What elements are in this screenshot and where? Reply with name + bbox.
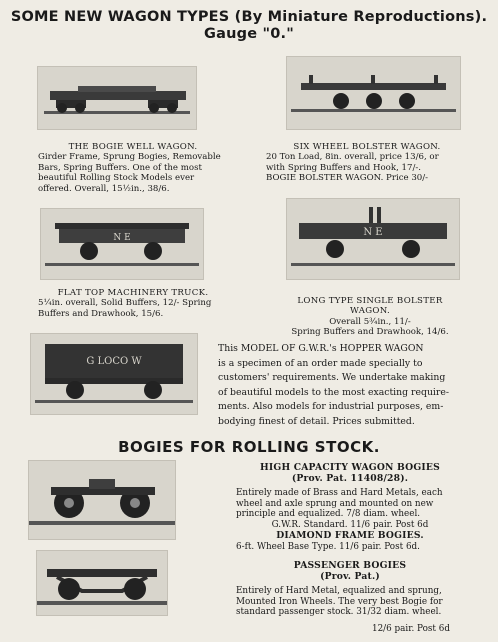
bogie-title: PASSENGER BOGIES [293,560,407,571]
bogie-line: Entirely made of Brass and Hard Metals, each [236,488,443,498]
wagon-lettering: N E [363,227,383,238]
bogie-subtitle: (Prov. Pat. 11408/28). [291,473,409,484]
title-line-2: Gauge "0." [204,26,294,42]
caption-line: Spring Buffers and Drawhook, 14/6. [291,327,449,338]
bogie-line: 6-ft. Wheel Base Type. 11/6 pair. Post 6d. [236,542,420,552]
caption-title: FLAT TOP MACHINERY TRUCK. [57,288,209,298]
six-wheel-bolster-caption [266,142,468,184]
caption-line: Overall 5¾in., 11/- [329,316,411,327]
title-line-1: SOME NEW WAGON TYPES (By Miniature Reproductions). [10,9,488,25]
bogie-line: wheel and axle sprung and mounted on new [236,498,434,509]
wagon-lettering: N E [113,233,131,243]
caption-line: offered. Overall, 15½in., 38/6. [38,183,170,194]
bogie-line: standard passenger stock. 31/32 diam. wheel. [236,607,442,618]
page-title [0,9,498,43]
caption-line: BOGIE BOLSTER WAGON. Price 30/- [266,173,429,184]
paragraph-line: customers' requirements. We undertake making [218,372,446,384]
bogies-heading: BOGIES FOR ROLLING STOCK. [118,438,380,456]
caption-line: Buffers and Drawhook, 15/6. [38,308,164,319]
flat-top-truck-photo [40,208,204,280]
bogie-line: Entirely of Hard Metal, equalized and sprung, [236,586,442,596]
caption-line: Girder Frame, Sprung Bogies, Removable [38,152,221,163]
paragraph-line: bodying finest of detail. Prices submitted. [218,415,415,427]
long-single-bolster-caption [270,296,470,338]
bogie-line: 12/6 pair. Post 6d [371,623,450,634]
caption-title-2: WAGON. [349,306,391,317]
flat-top-truck-caption [38,288,228,319]
caption-title: SIX WHEEL BOLSTER WAGON. [293,142,441,152]
bogie-subtitle: (Prov. Pat.) [320,571,380,582]
caption-line: 5¼in. overall, Solid Buffers, 12/- Spring [38,298,212,309]
paragraph-line: This MODEL OF G.W.R.'s HOPPER WAGON [218,343,424,354]
bogie-line: principle and equalized. 7/8 diam. wheel. [236,509,421,520]
passenger-bogies-block [236,560,464,634]
diamond-frame-bogie-photo [36,550,168,616]
hopper-wagon-photo [30,333,198,415]
bogie-line: Mounted Iron Wheels. The very best Bogie for [236,596,443,607]
bogie-well-wagon-caption [38,142,228,194]
caption-title: THE BOGIE WELL WAGON. [68,142,198,152]
caption-line: with Spring Buffers and Hook, 17/-. [266,162,421,173]
bogie-title: HIGH CAPACITY WAGON BOGIES [260,462,440,473]
caption-line: beautiful Rolling Stock Models ever [38,173,195,184]
hopper-wagon-description [218,342,462,430]
caption-line: 20 Ton Load, 8in. overall, price 13/6, or [266,152,439,163]
caption-line: Bars, Spring Buffers. One of the most [38,162,202,173]
bogie-well-wagon-photo [37,66,197,130]
bogie-title: DIAMOND FRAME BOGIES. [276,530,424,541]
paragraph-line: ments. Also models for industrial purposes, em- [218,401,444,413]
six-wheel-bolster-wagon-photo [286,56,461,130]
high-capacity-bogies-block [236,462,464,530]
diamond-frame-bogies-block [236,530,464,553]
long-single-bolster-photo [286,198,460,280]
wagon-lettering: G LOCO W [86,356,142,367]
paragraph-line: is a specimen of an order made specially to [218,357,423,369]
paragraph-line: of beautiful models to the most exacting require- [218,386,449,398]
caption-title: LONG TYPE SINGLE BOLSTER [297,296,443,306]
bogie-line: G.W.R. Standard. 11/6 pair. Post 6d [271,519,429,530]
high-capacity-bogie-photo [28,460,176,540]
